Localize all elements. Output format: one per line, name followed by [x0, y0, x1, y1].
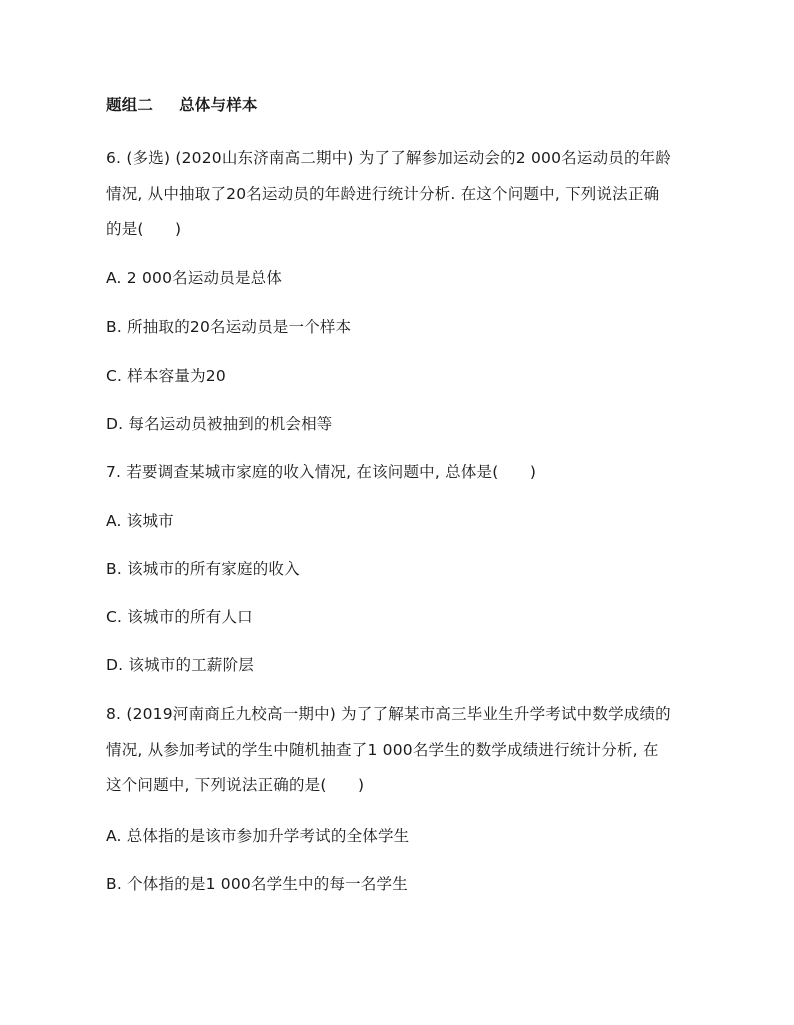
question-8-line-1: 8. (2019河南商丘九校高一期中) 为了了解某市高三毕业生升学考试中数学成绩的	[106, 705, 671, 723]
question-8-option-b: B. 个体指的是1 000名学生中的每一名学生	[106, 875, 408, 893]
question-6-option-a: A. 2 000名运动员是总体	[106, 269, 283, 287]
section-heading-label: 题组二	[106, 96, 154, 114]
section-heading	[106, 95, 258, 115]
question-6-line-3: 的是( )	[106, 220, 182, 238]
section-heading-title: 总体与样本	[179, 96, 258, 114]
question-8-line-3: 这个问题中, 下列说法正确的是( )	[106, 776, 365, 794]
question-7-option-d: D. 该城市的工薪阶层	[106, 656, 254, 674]
question-6-line-1: 6. (多选) (2020山东济南高二期中) 为了了解参加运动会的2 000名运动员的年龄	[106, 149, 672, 167]
question-8-line-2: 情况, 从参加考试的学生中随机抽查了1 000名学生的数学成绩进行统计分析, 在	[106, 741, 659, 759]
question-7-option-c: C. 该城市的所有人口	[106, 608, 253, 626]
question-6-line-2: 情况, 从中抽取了20名运动员的年龄进行统计分析. 在这个问题中, 下列说法正确	[106, 185, 660, 203]
question-8-option-a: A. 总体指的是该市参加升学考试的全体学生	[106, 827, 410, 845]
question-7-option-a: A. 该城市	[106, 512, 174, 530]
question-7-option-b: B. 该城市的所有家庭的收入	[106, 560, 300, 578]
question-6-option-c: C. 样本容量为20	[106, 367, 226, 385]
question-7-line-1: 7. 若要调查某城市家庭的收入情况, 在该问题中, 总体是( )	[106, 463, 537, 481]
question-6-option-d: D. 每名运动员被抽到的机会相等	[106, 415, 333, 433]
question-6-option-b: B. 所抽取的20名运动员是一个样本	[106, 318, 352, 336]
